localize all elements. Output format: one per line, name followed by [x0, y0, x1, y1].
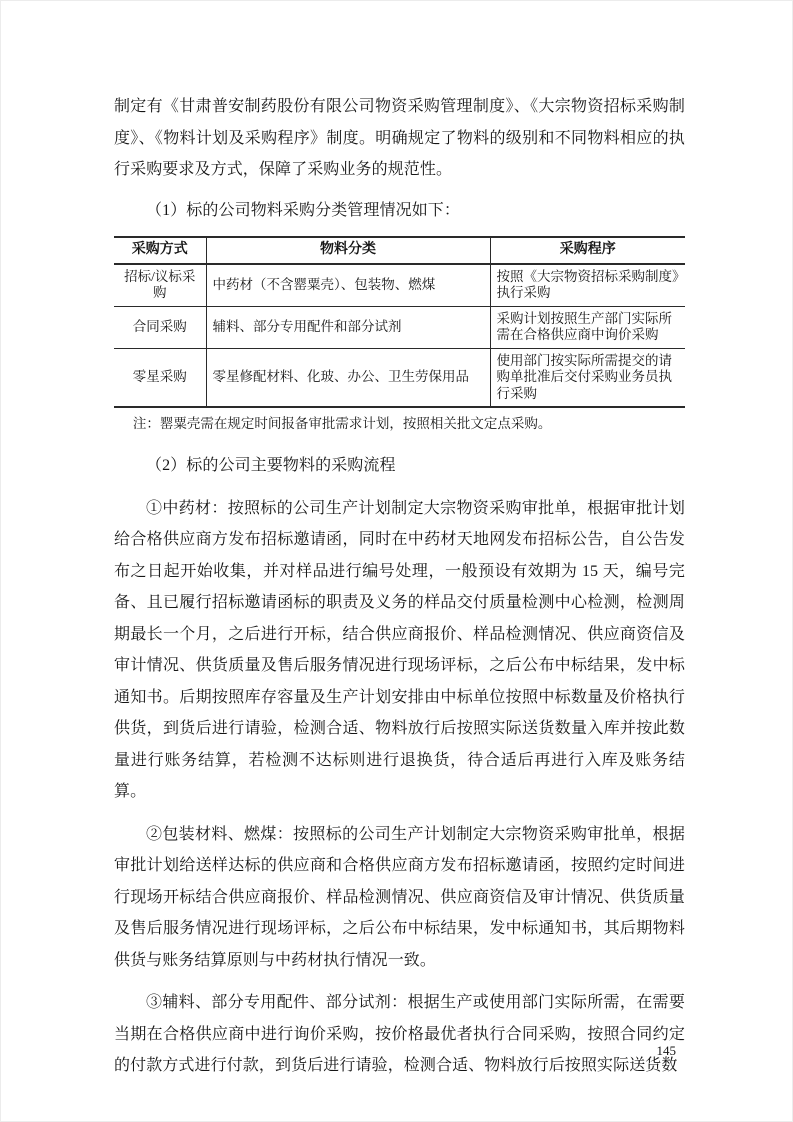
column-header-purchase-method: 采购方式: [114, 237, 206, 264]
table-cell: 辅料、部分专用配件和部分试剂: [206, 306, 490, 348]
section1-heading: （1）标的公司物料采购分类管理情况如下：: [146, 201, 461, 219]
page-content: [114, 91, 685, 1082]
procurement-table: [114, 236, 685, 408]
paragraph-intro: 制定有《甘肃普安制药股份有限公司物资采购管理制度》、《大宗物资招标采购制度》、《物料计划及采购程序》制度。明确规定了物料的级别和不同物料相应的执行采购要求及方式，保障了采购业务的规范性。: [114, 98, 685, 178]
table-row: [114, 264, 685, 307]
paragraph-item1: ①中药材：按照标的公司生产计划制定大宗物资采购审批单，根据审批计划给合格供应商方发布招标邀请函，同时在中药材天地网发布招标公告，自公告发布之日起开始收集，并对样品进行编号处理，一般预设有效期为 15 天，编号完备、且已履行招标邀请函标的职责及义务的样品交付质量检测中心检测，检测周期最长一个月，之后进行开标，结合供应商报价、样品检测情况、供应商资信及审计情况、供货质量及售后服务情况进行现场评标，之后公布中标结果，发中标通知书。后期按照库存容量及生产计划安排由中标单位按照中标数量及价格执行供货，到货后进行请验，检测合适、物料放行后按照实际送货数量入库并按此数量进行账务结算，若检测不达标则进行退换货，待合适后再进行入库及账务结算。: [114, 499, 685, 800]
section2-heading: （2）标的公司主要物料的采购流程: [146, 457, 396, 474]
table-row: [114, 237, 685, 264]
column-header-material-category: 物料分类: [206, 237, 490, 264]
table-cell: 采购计划按照生产部门实际所需在合格供应商中询价采购: [490, 306, 685, 348]
table-note: 注：罂粟壳需在规定时间报备审批需求计划，按照相关批文定点采购。: [132, 416, 552, 431]
paragraph-item2: ②包装材料、燃煤：按照标的公司生产计划制定大宗物资采购审批单，根据审批计划给送样达标的供应商和合格供应商方发布招标邀请函，按照约定时间进行现场开标结合供应商报价、样品检测情况、供应商资信及审计情况、供货质量及售后服务情况进行现场评标，之后公布中标结果，发中标通知书，其后期物料供货与账务结算原则与中药材执行情况一致。: [114, 825, 685, 969]
table-row: [114, 306, 685, 348]
table-cell: 零星采购: [132, 369, 187, 384]
table-cell: 按照《大宗物资招标采购制度》执行采购: [490, 264, 685, 307]
table-row: [114, 348, 685, 407]
page-number: 145: [656, 1043, 676, 1058]
table-cell: 合同采购: [114, 306, 206, 348]
column-header-purchase-procedure: 采购程序: [490, 237, 685, 264]
table-cell: 中药材（不含罂粟壳）、包装物、燃煤: [206, 264, 490, 307]
table-cell: 零星修配材料、化玻、办公、卫生劳保用品: [206, 348, 490, 407]
table-cell: 使用部门按实际所需提交的请购单批准后交付采购业务员执行采购: [490, 348, 685, 407]
paragraph-item3: ③辅料、部分专用配件、部分试剂：根据生产或使用部门实际所需，在需要当期在合格供应商中进行询价采购，按价格最优者执行合同采购，按照合同约定的付款方式进行付款，到货后进行请验，检测合适、物料放行后按照实际送货数: [114, 994, 685, 1074]
table-cell: 招标/议标采购: [114, 264, 206, 307]
table-header-row: [114, 237, 685, 264]
